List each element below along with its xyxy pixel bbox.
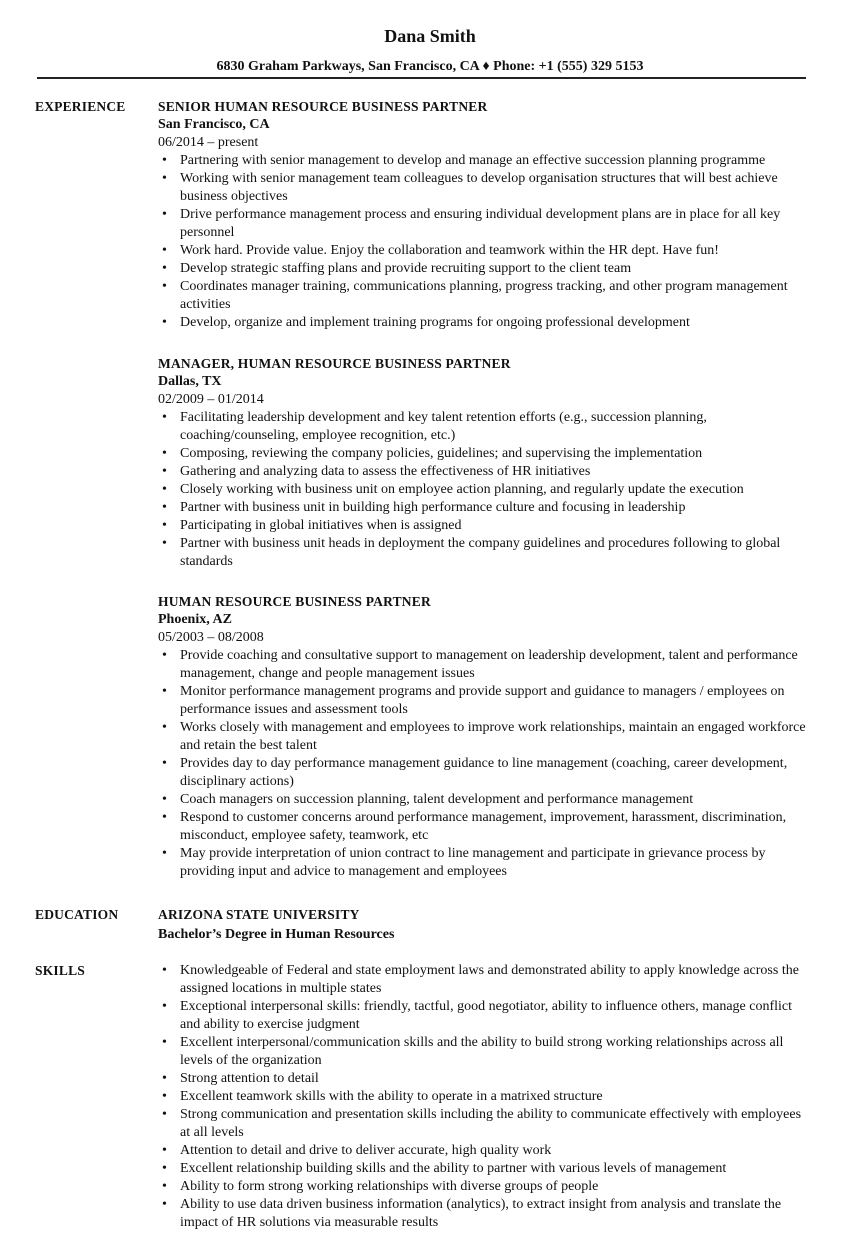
- skill-item: • Excellent relationship building skills and the ability to partner with various levels of management: [158, 1160, 808, 1178]
- skill-item: • Ability to use data driven business information (analytics), to extract insight from analysis and translate the impact of HR solutions via measurable results: [158, 1196, 808, 1232]
- job-bullet: • Composing, reviewing the company policies, guidelines; and supervising the implementation: [158, 445, 808, 463]
- job-location: San Francisco, CA: [158, 117, 270, 132]
- job-entry: [158, 593, 808, 881]
- skill-item: • Excellent interpersonal/communication skills and the ability to build strong working relationships across all levels of the organization: [158, 1034, 808, 1070]
- education-entry: [158, 906, 808, 944]
- job-entry: [158, 355, 808, 571]
- job-dates: 06/2014 – present: [158, 135, 259, 150]
- job-bullet: • Provide coaching and consultative support to management on leadership development, talent and performance management, change and people management issues: [158, 647, 808, 683]
- job-bullet: • Working with senior management team colleagues to develop organisation structures that will best achieve business objectives: [158, 170, 808, 206]
- job-location: Phoenix, AZ: [158, 612, 232, 627]
- section-label-education: EDUCATION: [35, 907, 119, 922]
- section-label-skills: SKILLS: [35, 963, 85, 978]
- job-entry: [158, 98, 808, 332]
- job-bullet: • Gathering and analyzing data to assess the effectiveness of HR initiatives: [158, 463, 808, 481]
- candidate-name: Dana Smith: [384, 26, 476, 46]
- skill-item: • Strong communication and presentation skills including the ability to communicate effectively with employees at all levels: [158, 1106, 808, 1142]
- section-label-experience: EXPERIENCE: [35, 99, 126, 114]
- skills-entry: [158, 962, 808, 1232]
- job-title: HUMAN RESOURCE BUSINESS PARTNER: [158, 594, 431, 609]
- job-bullet-list: [158, 152, 808, 332]
- job-bullet-list: [158, 647, 808, 881]
- skill-item: • Knowledgeable of Federal and state employment laws and demonstrated ability to apply knowledge across the assigned locations in multiple states: [158, 962, 808, 998]
- job-dates: 05/2003 – 08/2008: [158, 630, 264, 645]
- job-bullet: • Develop, organize and implement training programs for ongoing professional development: [158, 314, 808, 332]
- job-bullet: • Closely working with business unit on employee action planning, and regularly update the execution: [158, 481, 808, 499]
- job-bullet: • Provides day to day performance management guidance to line management (coaching, career development, disciplinary actions): [158, 755, 808, 791]
- job-bullet: • Partner with business unit heads in deployment the company guidelines and procedures following to global standards: [158, 535, 808, 571]
- job-location: Dallas, TX: [158, 374, 222, 389]
- job-bullet: • Respond to customer concerns around performance management, improvement, harassment, discrimination, misconduct, employee safety, teamwork, etc: [158, 809, 808, 845]
- job-bullet: • Monitor performance management programs and provide support and guidance to managers / employees on performance issues and assessment tools: [158, 683, 808, 719]
- job-bullet: • Partnering with senior management to develop and manage an effective succession planning programme: [158, 152, 808, 170]
- skill-item: • Ability to form strong working relationships with diverse groups of people: [158, 1178, 808, 1196]
- skill-item: • Attention to detail and drive to deliver accurate, high quality work: [158, 1142, 808, 1160]
- job-title: SENIOR HUMAN RESOURCE BUSINESS PARTNER: [158, 99, 488, 114]
- job-bullet: • Facilitating leadership development and key talent retention efforts (e.g., succession planning, coaching/counseling, employee recognition, etc.): [158, 409, 808, 445]
- job-bullet-list: [158, 409, 808, 571]
- contact-line: 6830 Graham Parkways, San Francisco, CA ♦ Phone: +1 (555) 329 5153: [216, 59, 644, 74]
- job-bullet: • Coach managers on succession planning, talent development and performance management: [158, 791, 808, 809]
- job-bullet: • Develop strategic staffing plans and provide recruiting support to the client team: [158, 260, 808, 278]
- education-degree: Bachelor’s Degree in Human Resources: [158, 927, 395, 942]
- job-dates: 02/2009 – 01/2014: [158, 392, 264, 407]
- skill-item: • Strong attention to detail: [158, 1070, 808, 1088]
- skills-list: [158, 962, 808, 1232]
- job-bullet: • Works closely with management and employees to improve work relationships, maintain an engaged workforce and retain the best talent: [158, 719, 808, 755]
- job-bullet: • Coordinates manager training, communications planning, progress tracking, and other program management activities: [158, 278, 808, 314]
- job-bullet: • May provide interpretation of union contract to line management and participate in grievance process by providing input and advice to management and employees: [158, 845, 808, 881]
- job-bullet: • Drive performance management process and ensuring individual development plans are in place for all key personnel: [158, 206, 808, 242]
- job-bullet: • Partner with business unit in building high performance culture and focusing in leadership: [158, 499, 808, 517]
- job-title: MANAGER, HUMAN RESOURCE BUSINESS PARTNER: [158, 356, 511, 371]
- header-divider: [37, 77, 806, 79]
- job-bullet: • Work hard. Provide value. Enjoy the collaboration and teamwork within the HR dept. Have fun!: [158, 242, 808, 260]
- skill-item: • Excellent teamwork skills with the ability to operate in a matrixed structure: [158, 1088, 808, 1106]
- job-bullet: • Participating in global initiatives when is assigned: [158, 517, 808, 535]
- education-school: ARIZONA STATE UNIVERSITY: [158, 907, 360, 922]
- skill-item: • Exceptional interpersonal skills: friendly, tactful, good negotiator, ability to influence others, manage conflict and ability to exercise judgment: [158, 998, 808, 1034]
